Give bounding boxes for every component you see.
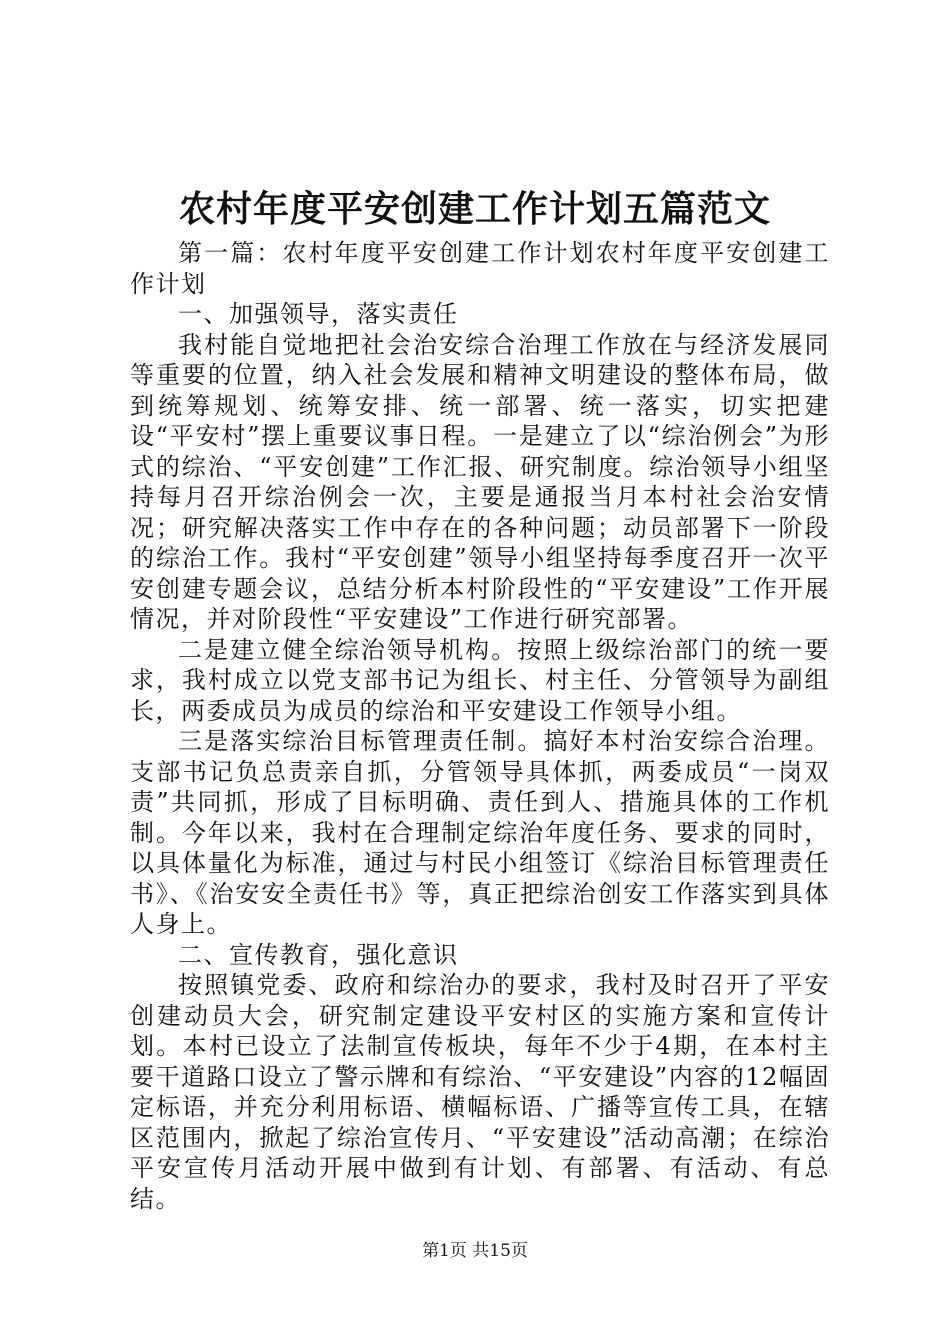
paragraph: 三是落实综治目标管理责任制。搞好本村治安综合治理。支部书记负总责亲自抓，分管领导具体抓，两委成员“一岗双责”共同抓，形成了目标明确、责任到人、措施具体的工作机制。今年以来，我村在合理制定综治年度任务、要求的同时，以具体量化为标准，通过与村民小组签订《综治目标管理责任书》、《治安安全责任书》等，真正把综治创安工作落实到具体人身上。 <box>130 727 830 938</box>
document-body <box>130 238 830 1214</box>
section-heading: 二、宣传教育，强化意识 <box>178 940 459 969</box>
page-footer: 第1页 共15页 <box>422 1241 528 1261</box>
section-heading: 一、加强领导，落实责任 <box>178 300 459 328</box>
document-title: 农村年度平安创建工作计划五篇范文 <box>178 188 771 230</box>
paragraph: 按照镇党委、政府和综治办的要求，我村及时召开了平安创建动员大会，研究制定建设平安村区的实施方案和宣传计划。本村已设立了法制宣传板块，每年不少于4期，在本村主要干道路口设立了警示牌和有综治、“平安建设”内容的12幅固定标语，并充分利用标语、横幅标语、广播等宣传工具，在辖区范围内，掀起了综治宣传月、“平安建设”活动高潮；在综治平安宣传月活动开展中做到有计划、有部署、有活动、有总结。 <box>130 971 830 1213</box>
paragraph: 第一篇：农村年度平安创建工作计划农村年度平安创建工作计划 <box>130 239 830 298</box>
paragraph: 我村能自觉地把社会治安综合治理工作放在与经济发展同等重要的位置，纳入社会发展和精神文明建设的整体布局，做到统筹规划、统筹安排、统一部署、统一落实，切实把建设“平安村”摆上重要议事日程。一是建立了以“综治例会”为形式的综治、“平安创建”工作汇报、研究制度。综治领导小组坚持每月召开综治例会一次，主要是通报当月本村社会治安情况；研究解决落实工作中存在的各种问题；动员部署下一阶段的综治工作。我村“平安创建”领导小组坚持每季度召开一次平安创建专题会议，总结分析本村阶段性的“平安建设”工作开展情况，并对阶段性“平安建设”工作进行研究部署。 <box>130 330 830 633</box>
paragraph: 二是建立健全综治领导机构。按照上级综治部门的统一要求，我村成立以党支部书记为组长、村主任、分管领导为副组长，两委成员为成员的综治和平安建设工作领导小组。 <box>130 635 830 725</box>
